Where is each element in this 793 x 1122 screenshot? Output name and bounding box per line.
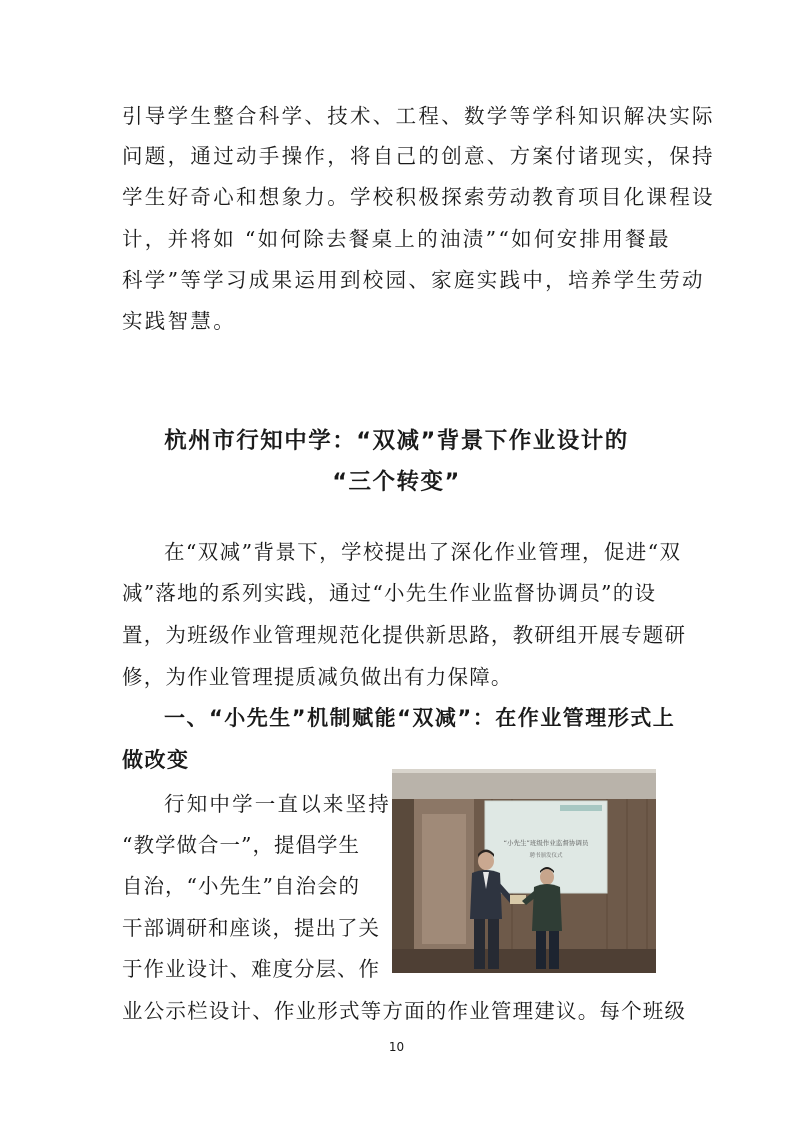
article-title-line-1: 杭州市行知中学：“双减”背景下作业设计的 bbox=[164, 428, 629, 454]
paragraph-3-line-3: 自治，“小先生”自治会的 bbox=[122, 874, 360, 898]
page-number: 10 bbox=[388, 1040, 405, 1054]
screen-subtitle: 聘书颁发仪式 bbox=[529, 853, 563, 859]
ceremony-photo bbox=[392, 769, 656, 973]
paragraph-1-line-2: 问题，通过动手操作，将自己的创意、方案付诸现实，保持 bbox=[122, 144, 715, 168]
paragraph-3-line-2: “教学做合一”，提倡学生 bbox=[122, 833, 360, 857]
paragraph-3-line-6: 业公示栏设计、作业形式等方面的作业管理建议。每个班级 bbox=[122, 999, 687, 1023]
paragraph-3-line-5: 于作业设计、难度分层、作 bbox=[122, 957, 380, 981]
paragraph-1-line-1: 引导学生整合科学、技术、工程、数学等学科知识解决实际 bbox=[122, 104, 715, 128]
paragraph-3-line-4: 干部调研和座谈，提出了关 bbox=[122, 916, 380, 940]
paragraph-2-line-3: 置，为班级作业管理规范化提供新思路，教研组开展专题研 bbox=[122, 623, 687, 647]
paragraph-1-line-5: 科学”等学习成果运用到校园、家庭实践中，培养学生劳动 bbox=[122, 268, 705, 292]
section-1-title-line-1: 一、“小先生”机制赋能“双减”：在作业管理形式上 bbox=[164, 706, 676, 730]
paragraph-2-line-1: 在“双减”背景下，学校提出了深化作业管理，促进“双 bbox=[164, 540, 682, 564]
section-1-title-line-2: 做改变 bbox=[122, 748, 190, 772]
paragraph-1-line-4: 计，并将如 “如何除去餐桌上的油渍”“如何安排用餐最 bbox=[122, 227, 671, 251]
article-title-line-2: “三个转变” bbox=[332, 469, 461, 495]
paragraph-1-line-6: 实践智慧。 bbox=[122, 309, 236, 333]
paragraph-1-line-3: 学生好奇心和想象力。学校积极探索劳动教育项目化课程设 bbox=[122, 185, 715, 209]
paragraph-3-line-1: 行知中学一直以来坚持 bbox=[164, 792, 391, 816]
screen-title: “小先生”班级作业监督协调员 bbox=[503, 839, 589, 847]
paragraph-2-line-2: 减”落地的系列实践，通过“小先生作业监督协调员”的设 bbox=[122, 581, 657, 605]
certificate bbox=[510, 895, 526, 904]
paragraph-2-line-4: 修，为作业管理提质减负做出有力保障。 bbox=[122, 665, 513, 689]
